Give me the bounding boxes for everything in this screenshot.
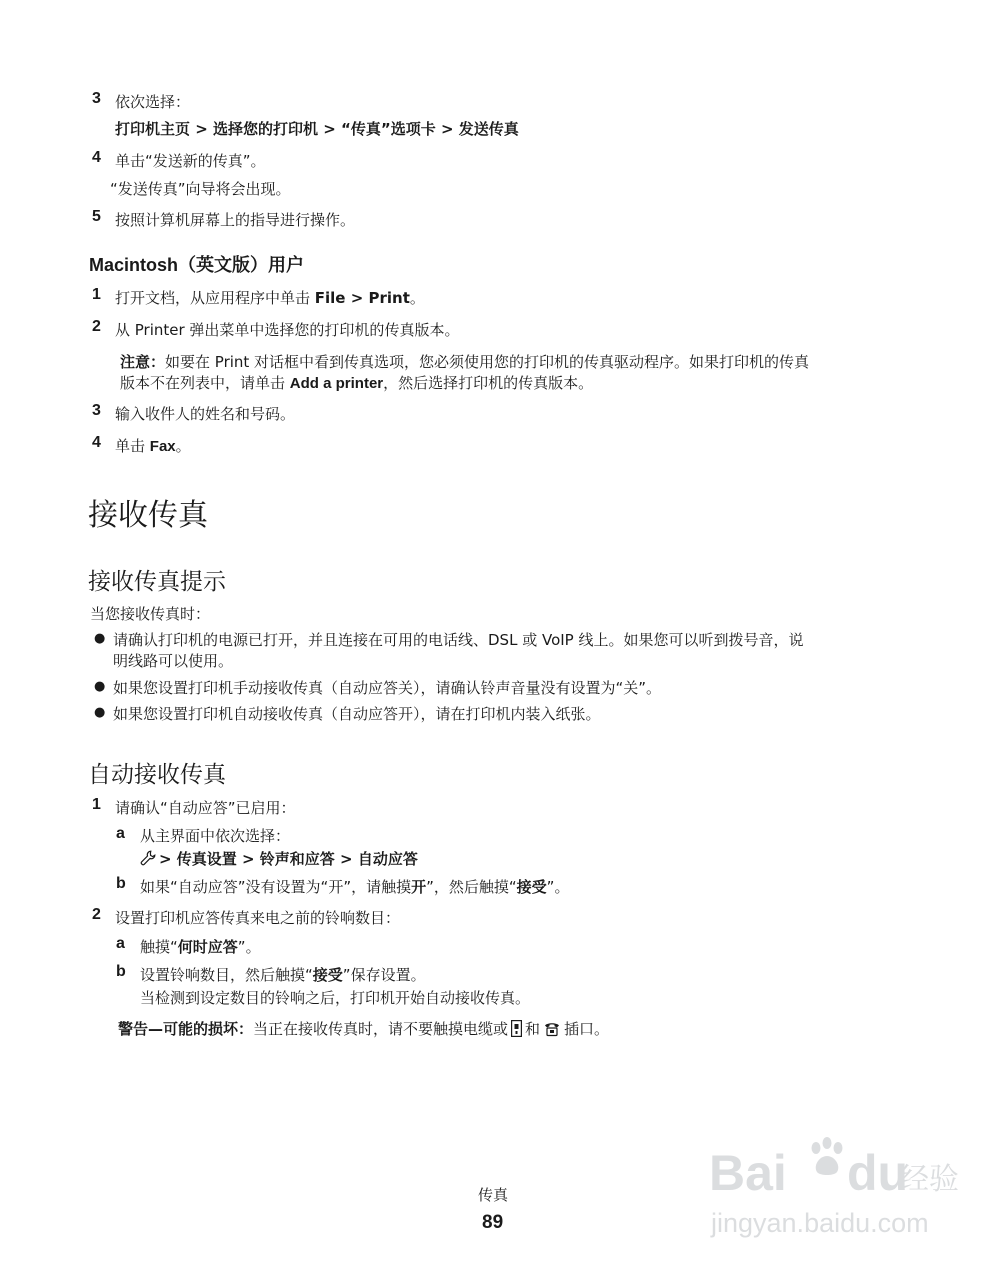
tip-3: 如果您设置打印机自动接收传真（自动应答开），请在打印机内装入纸张。 (113, 705, 601, 723)
auto-step-1: 请确认“自动应答”已启用： (115, 799, 296, 817)
watermark-cn: 经验 (899, 1162, 959, 1197)
step-text: 单击“发送新的传真”。 (115, 152, 266, 170)
text: 插口。 (564, 1020, 610, 1038)
text: 设置铃响数目，然后触摸“ (140, 966, 313, 984)
watermark-brand: Bai (709, 1145, 787, 1201)
text: 触摸“ (140, 938, 178, 956)
auto-step-2b-sub: 当检测到设定数目的铃响之后，打印机开始自动接收传真。 (140, 989, 531, 1007)
text: 版本不在列表中，请单击 (120, 374, 290, 392)
auto-step-1a-path (140, 848, 418, 869)
text: 当正在接收传真时，请不要触摸电缆或 (253, 1020, 509, 1038)
note-line-2 (120, 372, 593, 393)
fax-button-ref: Fax (149, 438, 176, 455)
path-text: > 传真设置 > 铃声和应答 > 自动应答 (159, 850, 418, 868)
on-option: 开 (411, 878, 427, 896)
line-jack-icon (511, 1020, 522, 1041)
text: 如果“自动应答”没有设置为“开”，请触摸 (140, 878, 412, 896)
text: 单击 (115, 437, 150, 455)
step-number: 3 (92, 90, 101, 107)
menu-path: 打印机主页 > 选择您的打印机 > “传真”选项卡 > 发送传真 (115, 120, 519, 138)
mac-step-3: 输入收件人的姓名和号码。 (115, 405, 296, 423)
watermark-url: jingyan.baidu.com (711, 1208, 929, 1238)
text: 打开文档，从应用程序中单击 (115, 289, 315, 307)
paw-icon (807, 1136, 847, 1178)
gt: > (345, 289, 369, 307)
subsection-title: 自动接收传真 (88, 762, 226, 788)
substep-letter: b (116, 963, 126, 980)
text: 如要在 Print 对话框中看到传真选项，您必须使用您的打印机的传真驱动程序。如果打印机的传真 (165, 353, 810, 371)
auto-step-2b (140, 964, 426, 985)
step-text: 按照计算机屏幕上的指导进行操作。 (115, 211, 356, 229)
bullet: ● (94, 679, 106, 694)
text: 。 (175, 437, 191, 455)
substep-letter: a (116, 935, 125, 952)
auto-step-1a: 从主界面中依次选择： (140, 827, 291, 845)
substep-letter: b (116, 875, 126, 892)
print-menu: Print (368, 289, 410, 307)
step-number: 2 (92, 906, 101, 923)
auto-step-1b (140, 876, 569, 897)
step-subtext: “发送传真”向导将会出现。 (110, 180, 291, 198)
step-number: 4 (92, 434, 101, 451)
auto-step-2a (140, 936, 261, 957)
text: 和 (525, 1020, 541, 1038)
tip-2: 如果您设置打印机手动接收传真（自动应答关），请确认铃声音量没有设置为“关”。 (113, 679, 662, 697)
bullet: ● (94, 705, 106, 720)
section-title: 接收传真 (88, 498, 208, 533)
mac-step-4 (115, 435, 191, 456)
phone-jack-icon (543, 1020, 561, 1041)
substep-letter: a (116, 825, 125, 842)
accept-option: 接受 (516, 878, 547, 896)
step-number: 1 (92, 796, 101, 813)
step-number: 4 (92, 149, 101, 166)
text: 。 (409, 289, 425, 307)
baidu-watermark (709, 1128, 959, 1248)
auto-step-2: 设置打印机应答传真来电之前的铃响数目： (115, 909, 401, 927)
warning-label: 警告—可能的损坏： (118, 1020, 254, 1038)
page-number: 89 (482, 1212, 504, 1233)
add-printer: Add a printer (289, 375, 384, 392)
mac-heading: Macintosh（英文版）用户 (89, 255, 305, 275)
tips-intro: 当您接收传真时： (90, 605, 211, 623)
text: ，然后选择打印机的传真版本。 (383, 374, 594, 392)
bullet: ● (94, 631, 106, 646)
text: ”，然后触摸“ (426, 878, 517, 896)
step-number: 2 (92, 318, 101, 335)
step-number: 1 (92, 286, 101, 303)
text: ”。 (546, 878, 570, 896)
text: ”。 (237, 938, 261, 956)
subsection-title: 接收传真提示 (88, 569, 226, 595)
accept-option: 接受 (312, 966, 343, 984)
text: ”保存设置。 (342, 966, 426, 984)
tip-1-line-2: 明线路可以使用。 (113, 652, 234, 670)
mac-step-2: 从 Printer 弹出菜单中选择您的打印机的传真版本。 (115, 321, 460, 339)
when-answer-option: 何时应答 (177, 938, 238, 956)
wrench-icon (140, 850, 156, 866)
note-label: 注意： (120, 353, 166, 371)
step-number: 5 (92, 208, 101, 225)
step-number: 3 (92, 402, 101, 419)
watermark-brand-2: du (847, 1145, 909, 1201)
file-menu: File (314, 289, 346, 307)
step-text: 依次选择： (115, 93, 191, 111)
tip-1-line-1: 请确认打印机的电源已打开，并且连接在可用的电话线、DSL 或 VoIP 线上。如果您可以听到拨号音，说 (113, 631, 804, 649)
warning (118, 1018, 609, 1041)
note-line-1 (120, 351, 809, 372)
footer-section: 传真 (478, 1186, 509, 1204)
mac-step-1 (115, 287, 425, 308)
